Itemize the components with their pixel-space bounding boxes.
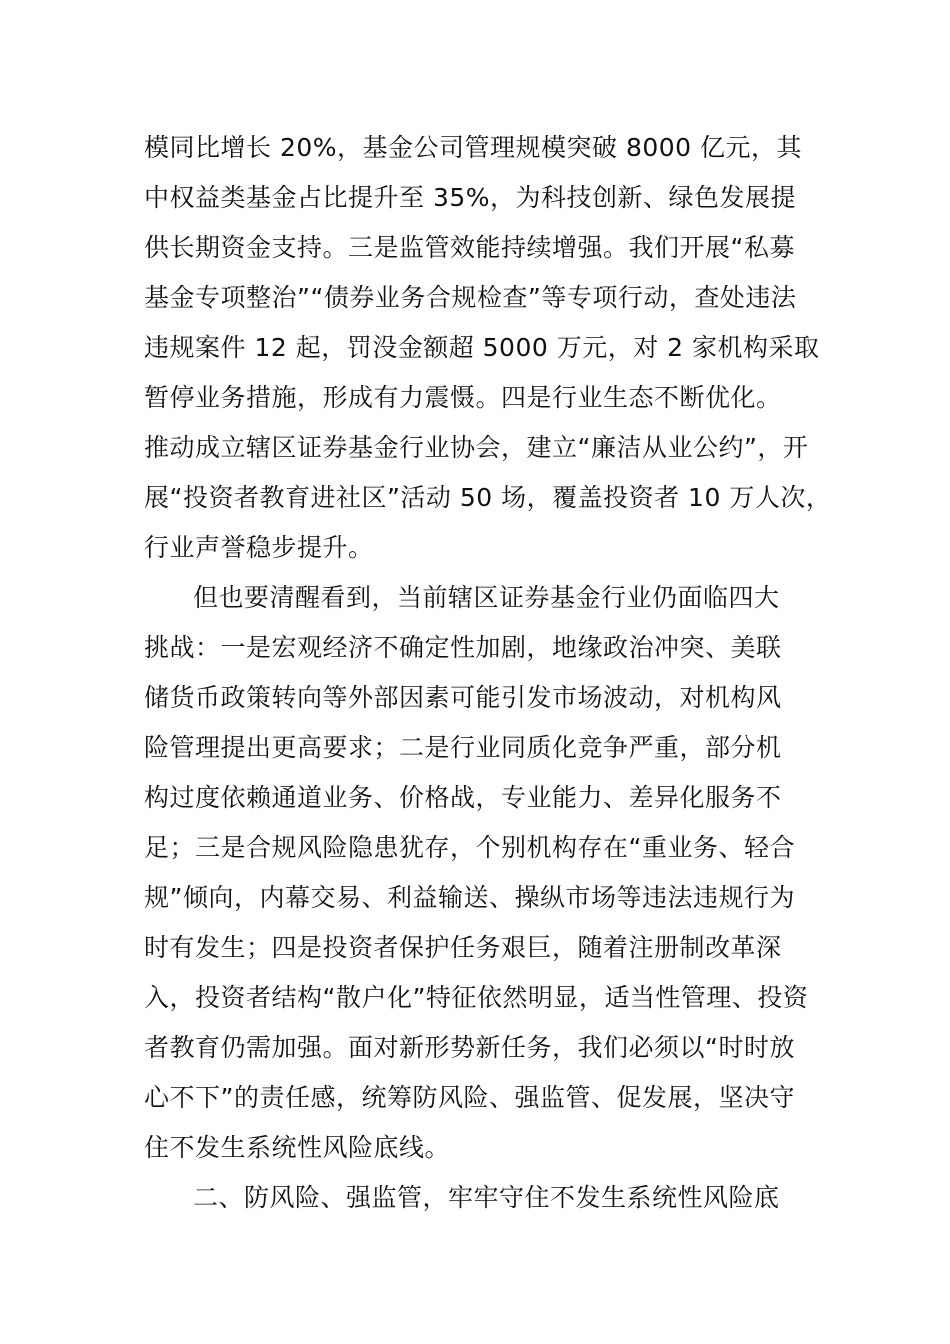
- paragraph-line: 推动成立辖区证券基金行业协会，建立“廉洁从业公约”，开: [144, 433, 809, 462]
- paragraph-line: 心不下”的责任感，统筹防风险、强监管、促发展，坚决守: [144, 1083, 795, 1112]
- paragraph-line: 时有发生；四是投资者保护任务艰巨，随着注册制改革深: [144, 933, 782, 962]
- paragraph-line: 基金专项整治”“债券业务合规检查”等专项行动，查处违法: [144, 283, 797, 312]
- paragraph-line: 储货币政策转向等外部因素可能引发市场波动，对机构风: [144, 683, 782, 712]
- paragraph-line: 模同比增长 20%，基金公司管理规模突破 8000 亿元，其: [144, 133, 803, 162]
- paragraph-line: 入，投资者结构“散户化”特征依然明显，适当性管理、投资: [144, 983, 809, 1012]
- paragraph-line: 中权益类基金占比提升至 35%，为科技创新、绿色发展提: [144, 183, 797, 212]
- paragraph-line: 暂停业务措施，形成有力震慑。四是行业生态不断优化。: [144, 383, 782, 412]
- paragraph-line: 构过度依赖通道业务、价格战，专业能力、差异化服务不: [144, 783, 782, 812]
- paragraph-line: 但也要清醒看到，当前辖区证券基金行业仍面临四大: [193, 583, 780, 612]
- paragraph-line: 挑战：一是宏观经济不确定性加剧，地缘政治冲突、美联: [144, 633, 782, 662]
- paragraph-line: 者教育仍需加强。面对新形势新任务，我们必须以“时时放: [144, 1033, 795, 1062]
- paragraph-line: 足；三是合规风险隐患犹存，个别机构存在“重业务、轻合: [144, 833, 795, 862]
- paragraph-line: 违规案件 12 起，罚没金额超 5000 万元，对 2 家机构采取: [144, 333, 820, 362]
- section-heading: 二、防风险、强监管，牢牢守住不发生系统性风险底: [193, 1183, 780, 1212]
- paragraph-line: 住不发生系统性风险底线。: [144, 1133, 451, 1162]
- paragraph-line: 展“投资者教育进社区”活动 50 场，覆盖投资者 10 万人次，: [144, 483, 832, 512]
- paragraph-line: 供长期资金支持。三是监管效能持续增强。我们开展“私募: [144, 233, 795, 262]
- paragraph-line: 规”倾向，内幕交易、利益输送、操纵市场等违法违规行为: [144, 883, 795, 912]
- paragraph-line: 行业声誉稳步提升。: [144, 533, 374, 562]
- paragraph-line: 险管理提出更高要求；二是行业同质化竞争严重，部分机: [144, 733, 782, 762]
